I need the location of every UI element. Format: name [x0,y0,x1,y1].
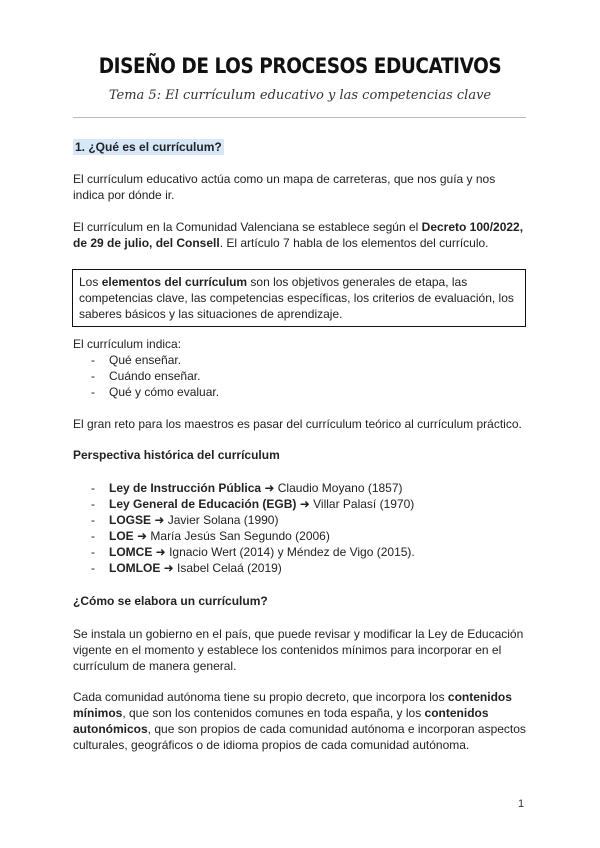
indica-list [73,352,219,400]
list-item: - LOGSE ➜ Javier Solana (1990) [91,513,279,527]
document-title: DISEÑO DE LOS PROCESOS EDUCATIVOS [98,54,502,78]
history-list [73,480,415,576]
paragraph-indica: El currículum indica: [73,337,182,351]
paragraph-reto: El gran reto para los maestros es pasar del currículum teórico al currículum práctico. [73,417,522,431]
document-subtitle: Tema 5: El currículum educativo y las competencias clave [108,88,492,103]
list-item: - LOMLOE ➜ Isabel Celaá (2019) [91,561,282,575]
paragraph-decreto: El currículum en la Comunidad Valenciana se establece según el Decreto 100/2022, de 29 de julio, del Consell. El artículo 7 habla de los elementos del currículo. [73,220,524,250]
list-item: - LOE ➜ María Jesús San Segundo (2006) [91,529,330,543]
list-item: - Qué enseñar. [91,353,182,367]
section-heading-elabora: ¿Cómo se elabora un currículum? [73,594,268,608]
paragraph-mapa: El currículum educativo actúa como un mapa de carreteras, que nos guía y nos indica por dónde ir. [73,172,496,202]
list-item: - Ley General de Educación (EGB) ➜ Villar Palasí (1970) [91,497,415,511]
section-heading-historia: Perspectiva histórica del currículum [73,448,280,462]
list-item: - LOMCE ➜ Ignacio Wert (2014) y Méndez de Vigo (2015). [91,545,415,559]
paragraph-gobierno: Se instala un gobierno en el país, que puede revisar y modificar la Ley de Educación vigente en el momento y establece los contenidos mínimos para incorporar en el currículum de manera general. [73,627,524,673]
page-number: 1 [518,798,525,810]
elementos-box: Los elementos del currículum son los objetivos generales de etapa, las competencias clave, las competencias específicas, los criterios de evaluación, los saberes básicos y las situaciones de aprendizaje. [72,269,526,327]
list-item: - Cuándo enseñar. [91,369,201,383]
list-item: - Ley de Instrucción Pública ➜ Claudio Moyano (1857) [91,481,403,495]
section-heading-curriculum: 1. ¿Qué es el currículum? [75,140,222,154]
paragraph-comunidad: Cada comunidad autónoma tiene su propio decreto, que incorpora los contenidos mínimos, que son los contenidos comunes en toda españa, y los contenidos autonómicos, que son propios de cada comunidad autónoma e incorporan aspectos culturales, geográficos o de idioma propios de cada comunidad autónoma. [73,690,526,752]
list-item: - Qué y cómo evaluar. [91,385,220,399]
header-divider [73,117,526,118]
